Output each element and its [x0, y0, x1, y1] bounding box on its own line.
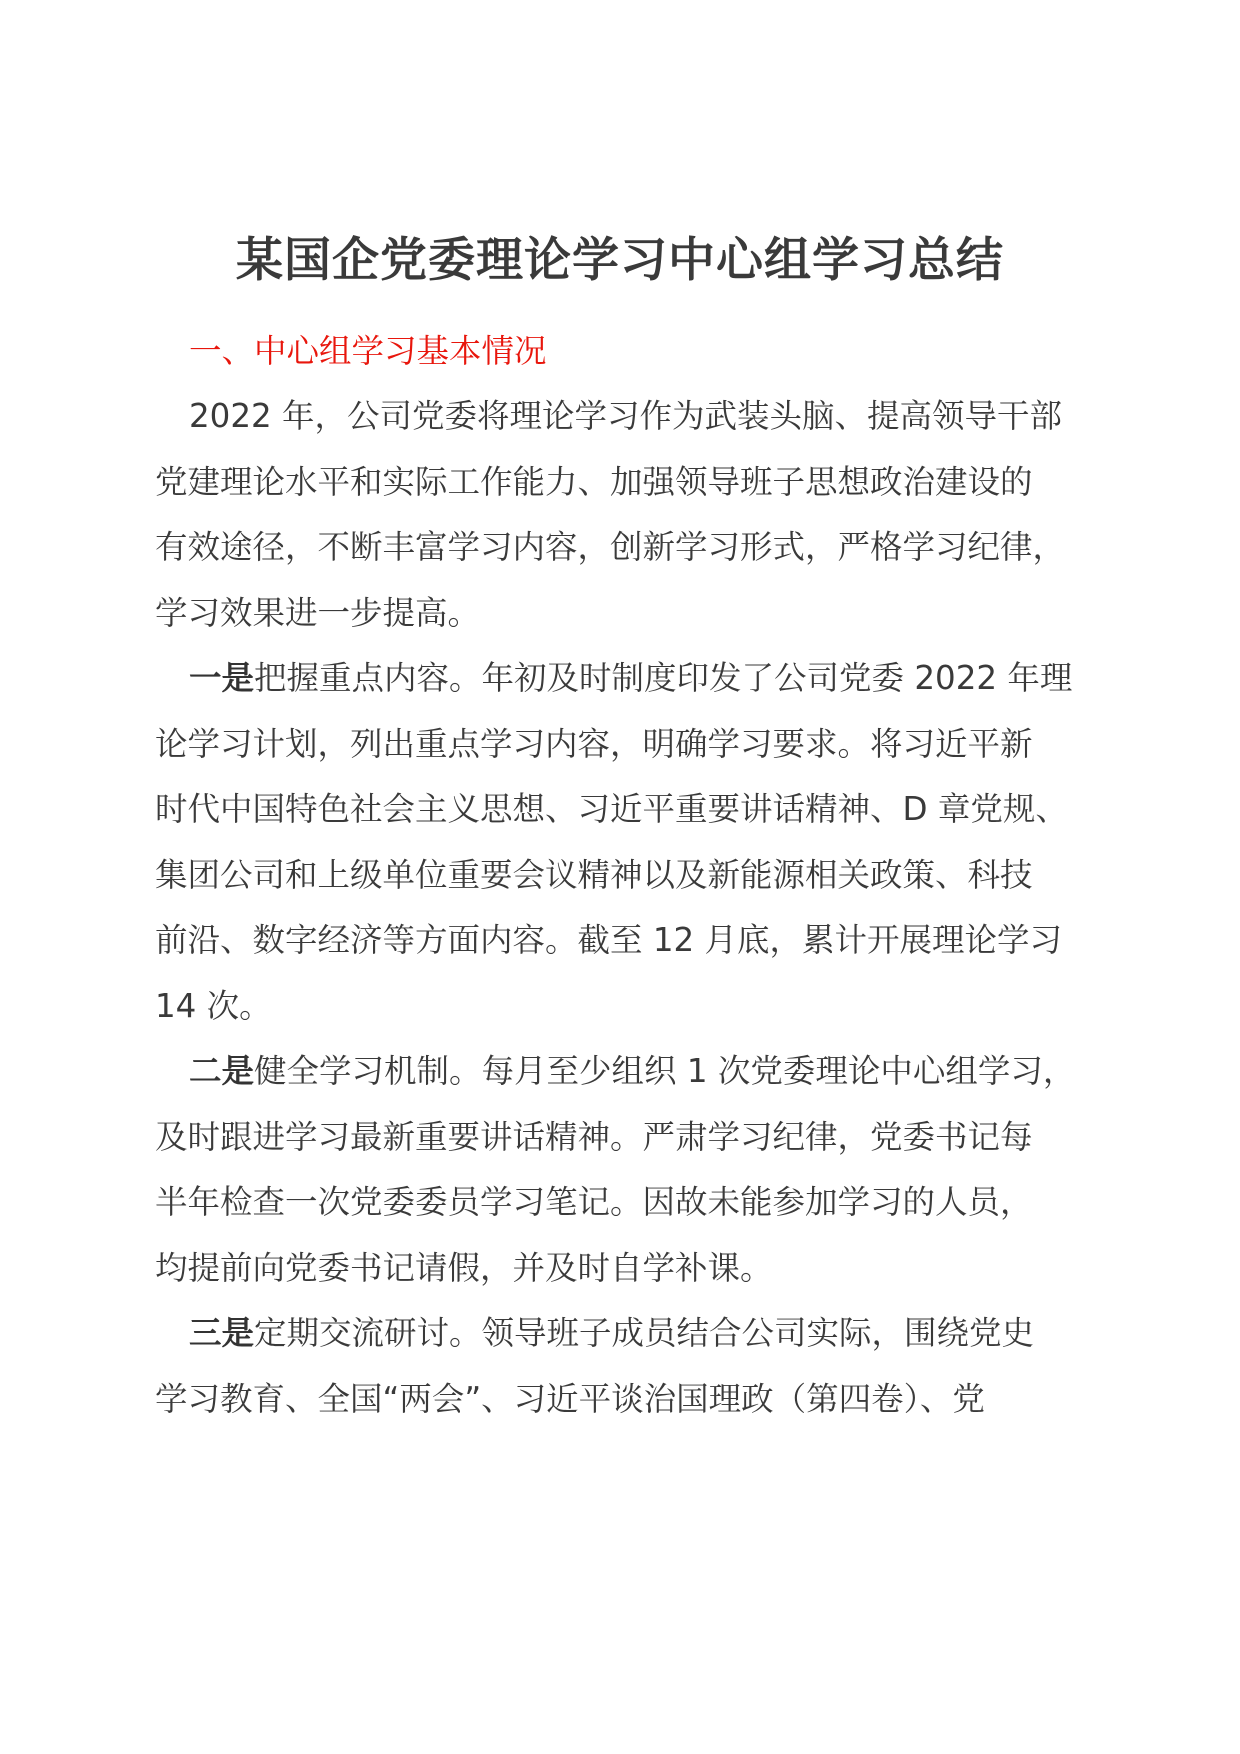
paragraph-line: 党建理论水平和实际工作能力、加强领导班子思想政治建设的 — [155, 462, 1033, 501]
paragraph-line: 14 次。 — [155, 986, 272, 1025]
point-3-paragraph — [155, 1301, 1095, 1432]
paragraph-line-text: 定期交流研讨。领导班子成员结合公司实际，围绕党史 — [254, 1314, 1035, 1352]
paragraph-line: 学习教育、全国“两会”、习近平谈治国理政（第四卷）、党 — [155, 1379, 985, 1418]
paragraph-line: 论学习计划，列出重点学习内容，明确学习要求。将习近平新 — [155, 724, 1033, 763]
paragraph-line: 学习效果进一步提高。 — [155, 593, 481, 632]
point-lead-label: 二是 — [189, 1052, 255, 1090]
paragraph-line-text: 健全学习机制。每月至少组织 1 次党委理论中心组学习， — [254, 1052, 1076, 1090]
paragraph-line: 前沿、数字经济等方面内容。截至 12 月底，累计开展理论学习 — [155, 921, 1063, 959]
paragraph-line: 及时跟进学习最新重要讲话精神。严肃学习纪律，党委书记每 — [155, 1117, 1033, 1156]
paragraph-first-line — [155, 646, 1095, 712]
point-1-paragraph — [155, 646, 1095, 1039]
section-heading-1: 一、中心组学习基本情况 — [189, 332, 547, 370]
paragraph-line: 2022 年，公司党委将理论学习作为武装头脑、提高领导干部 — [189, 397, 1063, 435]
point-lead-label: 三是 — [189, 1314, 255, 1352]
paragraph-first-line — [155, 1039, 1095, 1105]
paragraph-line: 半年检查一次党委委员学习笔记。因故未能参加学习的人员， — [155, 1183, 1033, 1221]
paragraph-line: 集团公司和上级单位重要会议精神以及新能源相关政策、科技 — [155, 855, 1033, 894]
intro-paragraph — [155, 384, 1095, 646]
point-2-paragraph — [155, 1039, 1095, 1301]
document-title: 某国企党委理论学习中心组学习总结 — [236, 233, 1004, 288]
paragraph-line-text: 把握重点内容。年初及时制度印发了公司党委 2022 年理 — [254, 659, 1073, 697]
paragraph-line: 均提前向党委书记请假，并及时自学补课。 — [155, 1248, 773, 1287]
point-lead-label: 一是 — [189, 659, 255, 697]
document-body — [155, 318, 1095, 1432]
paragraph-line: 有效途径，不断丰富学习内容，创新学习形式，严格学习纪律， — [155, 528, 1066, 566]
paragraph-line: 时代中国特色社会主义思想、习近平重要讲话精神、D 章党规、 — [155, 790, 1068, 828]
paragraph-first-line — [155, 1301, 1095, 1367]
